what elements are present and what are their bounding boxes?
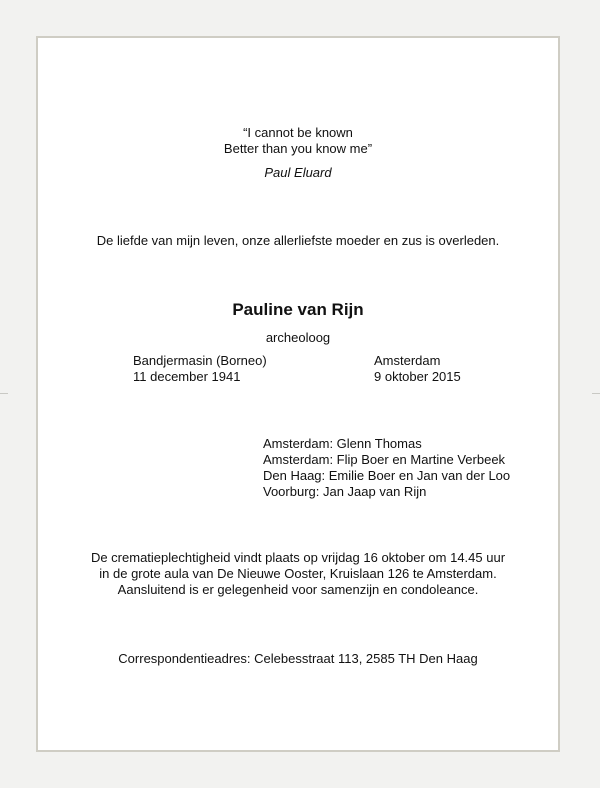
- death-place: Amsterdam: [374, 353, 441, 368]
- ceremony-line-1: De crematieplechtigheid vindt plaats op vrijdag 16 oktober om 14.45 uur: [90, 550, 506, 565]
- crop-mark-left: [0, 393, 8, 394]
- ceremony-line-2: in de grote aula van De Nieuwe Ooster, Kruislaan 126 te Amsterdam.: [99, 566, 497, 581]
- birth-place: Bandjermasin (Borneo): [133, 353, 267, 368]
- quote-line-2: Better than you know me”: [223, 141, 373, 156]
- deceased-name: Pauline van Rijn: [232, 300, 364, 319]
- death-notice-card: [36, 36, 560, 752]
- correspondence-address: Correspondentieadres: Celebesstraat 113, 2585 TH Den Haag: [118, 651, 478, 666]
- relatives-list: [263, 436, 510, 500]
- relative-item: Amsterdam: Flip Boer en Martine Verbeek: [263, 452, 506, 467]
- birth-date: 11 december 1941: [133, 369, 241, 384]
- birth-info: [133, 353, 267, 385]
- relative-item: Amsterdam: Glenn Thomas: [263, 436, 422, 451]
- death-date: 9 oktober 2015: [374, 369, 461, 384]
- ceremony-info: [38, 550, 558, 598]
- relative-item: Voorburg: Jan Jaap van Rijn: [263, 484, 427, 499]
- quote: [38, 125, 558, 157]
- death-info: [374, 353, 461, 385]
- quote-line-1: “I cannot be known: [243, 125, 353, 140]
- relative-item: Den Haag: Emilie Boer en Jan van der Loo: [263, 468, 511, 483]
- quote-author: Paul Eluard: [264, 165, 332, 180]
- intro-text: De liefde van mijn leven, onze allerliefste moeder en zus is overleden.: [96, 233, 500, 248]
- ceremony-line-3: Aansluitend is er gelegenheid voor samenzijn en condoleance.: [117, 582, 479, 597]
- crop-mark-right: [592, 393, 600, 394]
- deceased-profession: archeoloog: [265, 330, 331, 345]
